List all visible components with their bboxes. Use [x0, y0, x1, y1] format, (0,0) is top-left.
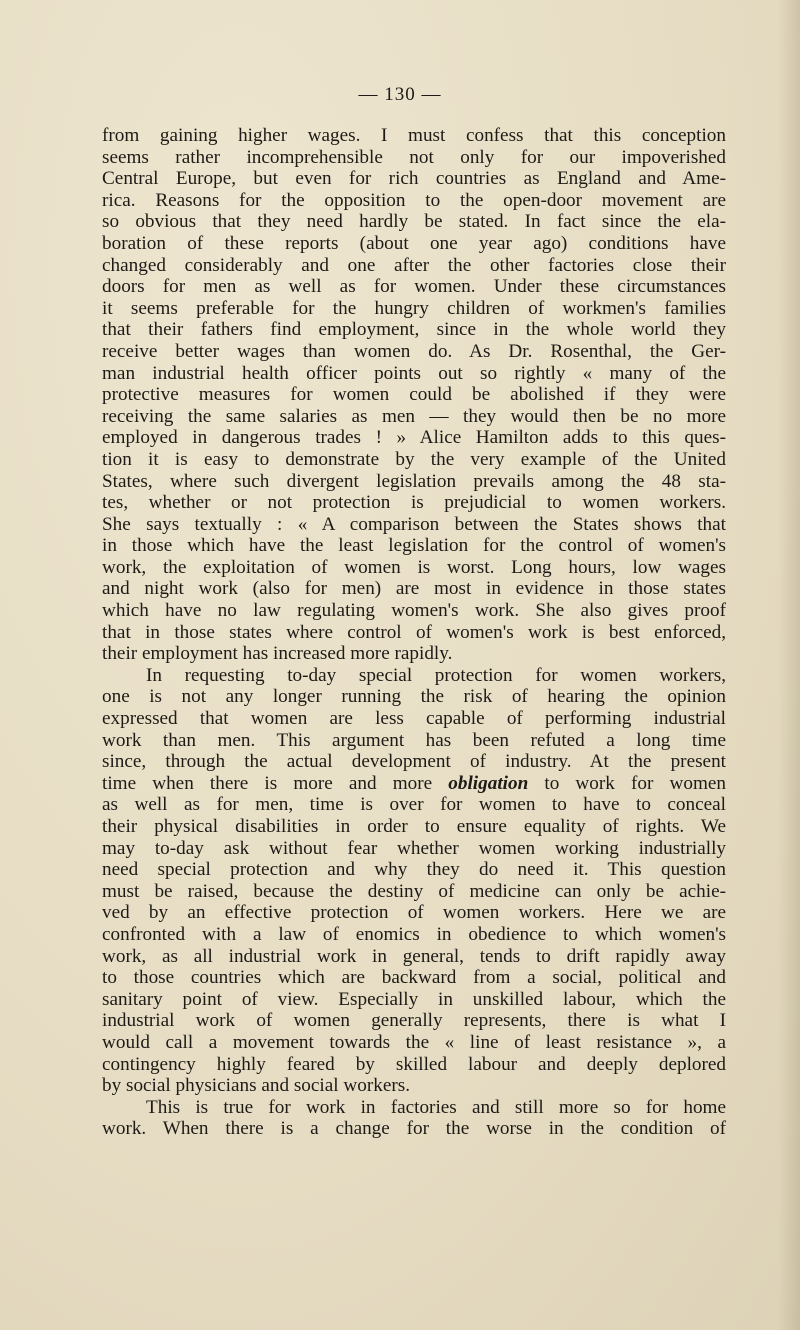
text-line-paragraph-start: This is true for work in factories and still more so for home: [146, 1096, 726, 1118]
text-line: protective measures for women could be abolished if they were: [102, 384, 726, 406]
text-line: employed in dangerous trades ! » Alice Hamilton adds to this ques-: [102, 427, 726, 449]
text-line: doors for men as well as for women. Under these circumstances: [102, 276, 726, 298]
text-line: tes, whether or not protection is prejudicial to women workers.: [102, 492, 726, 514]
text-line: contingency highly feared by skilled labour and deeply deplored: [102, 1053, 726, 1075]
text-line: rica. Reasons for the opposition to the open-door movement are: [102, 189, 726, 211]
text-line: receiving the same salaries as men — they would then be no more: [102, 405, 726, 427]
text-line: it seems preferable for the hungry children of workmen's families: [102, 297, 726, 319]
text-line: She says textually : « A comparison between the States shows that: [102, 513, 726, 535]
text-line: work than men. This argument has been refuted a long time: [102, 729, 726, 751]
text-line: as well as for men, time is over for women to have to conceal: [102, 794, 726, 816]
text-line: receive better wages than women do. As Dr. Rosenthal, the Ger-: [102, 340, 726, 362]
text-line: expressed that women are less capable of performing industrial: [102, 708, 726, 730]
text-line: seems rather incomprehensible not only for our impoverished: [102, 146, 726, 168]
text-line: since, through the actual development of industry. At the present: [102, 751, 726, 773]
text-line-with-emphasis: [102, 773, 726, 795]
text-line: changed considerably and one after the other factories close their: [102, 254, 726, 276]
text-line: would call a movement towards the « line of least resistance », a: [102, 1031, 726, 1053]
text-line: work, as all industrial work in general, tends to drift rapidly away: [102, 945, 726, 967]
text-line: need special protection and why they do need it. This question: [102, 859, 726, 881]
text-segment: to work for women: [528, 772, 726, 794]
text-segment: time when there is more and more: [102, 772, 449, 794]
text-line: industrial work of women generally represents, there is what I: [102, 1010, 726, 1032]
text-line: one is not any longer running the risk of hearing the opinion: [102, 686, 726, 708]
text-line-paragraph-end: their employment has increased more rapidly.: [102, 643, 453, 665]
page-edge-shadow: [778, 0, 800, 1330]
text-line: man industrial health officer points out so rightly « many of the: [102, 362, 726, 384]
text-line: in those which have the least legislation for the control of women's: [102, 535, 726, 557]
text-line: so obvious that they need hardly be stated. In fact since the ela-: [102, 211, 726, 233]
body-text: [102, 125, 726, 1140]
emphasized-word: obligation: [448, 772, 529, 794]
text-line: must be raised, because the destiny of medicine can only be achie-: [102, 880, 726, 902]
text-line: to those countries which are backward from a social, political and: [102, 967, 726, 989]
text-line: work, the exploitation of women is worst. Long hours, low wages: [102, 556, 726, 578]
text-line: and night work (also for men) are most in evidence in those states: [102, 578, 726, 600]
text-line: boration of these reports (about one year ago) conditions have: [102, 232, 726, 254]
text-line: work. When there is a change for the worse in the condition of: [102, 1118, 726, 1140]
page-number: — 130 —: [358, 84, 442, 105]
text-line: from gaining higher wages. I must confess that this conception: [102, 125, 726, 146]
text-line: ved by an effective protection of women workers. Here we are: [102, 902, 726, 924]
text-line: Central Europe, but even for rich countries as England and Ame-: [102, 168, 726, 190]
text-line: may to-day ask without fear whether women working industrially: [102, 837, 726, 859]
text-line: that in those states where control of women's work is best enforced,: [102, 621, 726, 643]
text-line-paragraph-start: In requesting to-day special protection for women workers,: [146, 664, 726, 686]
text-line: their physical disabilities in order to ensure equality of rights. We: [102, 816, 726, 837]
text-line: tion it is easy to demonstrate by the very example of the United: [102, 448, 726, 470]
text-line: that their fathers find employment, since in the whole world they: [102, 319, 726, 341]
text-line-paragraph-end: by social physicians and social workers.: [102, 1075, 410, 1097]
text-line: sanitary point of view. Especially in unskilled labour, which the: [102, 988, 726, 1010]
text-line: confronted with a law of enomics in obedience to which women's: [102, 923, 726, 945]
text-line: States, where such divergent legislation prevails among the 48 sta-: [102, 470, 726, 492]
text-line: which have no law regulating women's work. She also gives proof: [102, 600, 726, 622]
